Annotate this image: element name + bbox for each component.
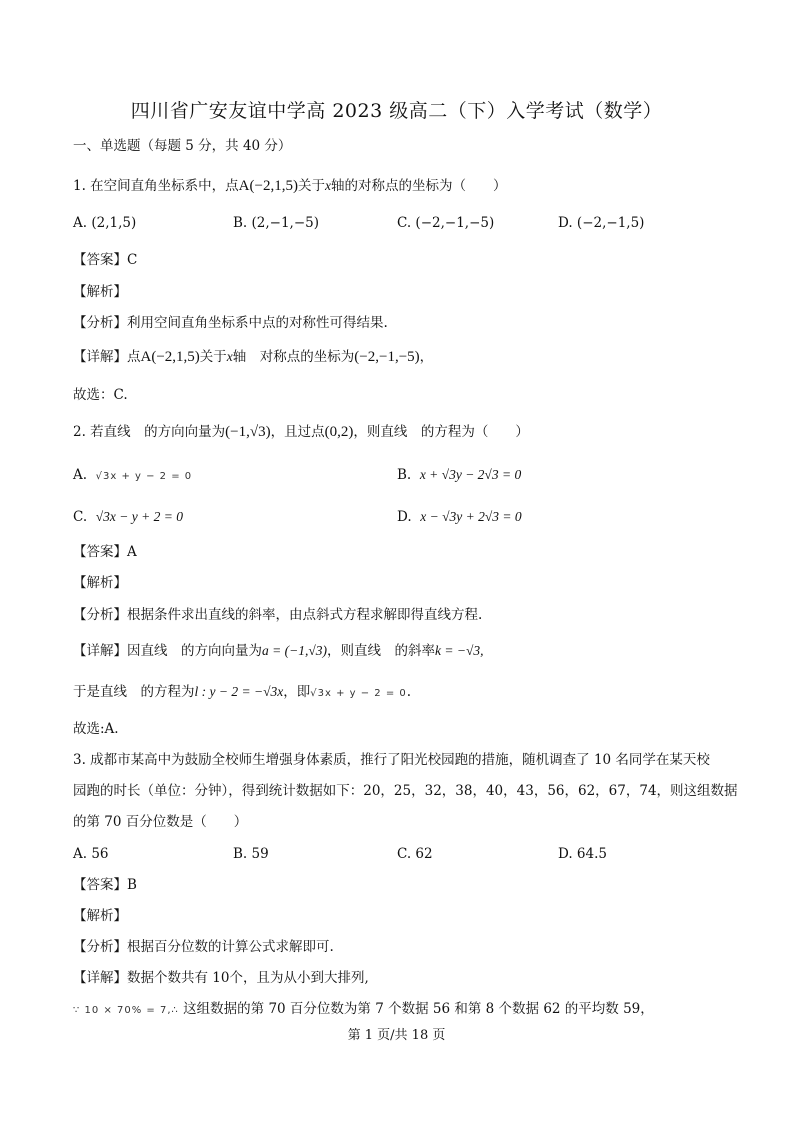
q3-option-d: D. 64.5: [558, 846, 607, 862]
q1-option-d: D. (−2,−1,5): [558, 215, 645, 231]
q3-option-a: A. 56: [73, 846, 109, 862]
q3-answer: 【答案】B: [73, 877, 137, 893]
q2-choice: 故选:A.: [73, 721, 119, 737]
q2-stem: 2. 若直线 的方向向量为(−1,√3)，且过点(0,2)，则直线 的方程为（ ）: [73, 424, 529, 440]
q3-stem-line1: 3. 成都市某高中为鼓励全校师生增强身体素质，推行了阳光校园跑的措施，随机调查了 10 名同学在某天校: [73, 752, 710, 768]
q3-analysis-heading: 【解析】: [73, 908, 127, 924]
q1-option-c: C. (−2,−1,−5): [397, 215, 495, 231]
q3-stem-line2: 园跑的时长（单位：分钟），得到统计数据如下：20，25，32，38，40，43，56，62，67，74，则这组数据: [73, 783, 738, 799]
q2-option-a: A. √3x + y − 2 = 0: [73, 467, 193, 483]
page-footer: 第 1 页/共 18 页: [347, 1028, 446, 1043]
q1-fenxi: 【分析】利用空间直角坐标系中点的对称性可得结果.: [73, 315, 388, 331]
q2-xiangjie: 【详解】因直线 的方向向量为a = (−1,√3)，则直线 的斜率k = −√3,: [73, 643, 484, 659]
q2-answer: 【答案】A: [73, 544, 137, 560]
q3-option-c: C. 62: [397, 846, 433, 862]
q1-option-a: A. (2,1,5): [73, 215, 137, 231]
q1-answer: 【答案】C: [73, 252, 138, 268]
q2-fenxi: 【分析】根据条件求出直线的斜率，由点斜式方程求解即得直线方程.: [73, 607, 483, 623]
q2-line-equation: 于是直线 的方程为l : y − 2 = −√3x，即√3x + y − 2 = 0.: [73, 684, 412, 700]
q2-analysis-heading: 【解析】: [73, 575, 127, 591]
q1-xiangjie: 【详解】点A(−2,1,5)关于x轴 对称点的坐标为(−2,−1,−5)，: [73, 349, 434, 365]
q3-xiangjie: 【详解】数据个数共有 10个，且为从小到大排列,: [73, 970, 369, 986]
q3-calculation: ∵ 10 × 70% = 7,∴ 这组数据的第 70 百分位数为第 7 个数据 56 和第 8 个数据 62 的平均数 59，: [73, 1001, 654, 1017]
q3-fenxi: 【分析】根据百分位数的计算公式求解即可.: [73, 939, 334, 955]
q1-point: A(−2,1,5): [238, 178, 298, 194]
q1-stem: 1. 在空间直角坐标系中，点A(−2,1,5)关于x轴的对称点的坐标为（ ）: [73, 178, 507, 194]
page-title: 四川省广安友谊中学高 2023 级高二（下）入学考试（数学）: [130, 100, 663, 122]
section-heading: 一、单选题（每题 5 分，共 40 分）: [73, 138, 292, 154]
q1-analysis-heading: 【解析】: [73, 284, 127, 300]
q1-option-b: B. (2,−1,−5): [233, 215, 320, 231]
q2-option-c: C. √3x − y + 2 = 0: [73, 509, 183, 525]
q2-option-b: B. x + √3y − 2√3 = 0: [397, 467, 522, 483]
q2-option-d: D. x − √3y + 2√3 = 0: [397, 509, 522, 525]
q1-axis: x: [324, 178, 331, 193]
q3-stem-line3: 的第 70 百分位数是（ ）: [73, 814, 248, 830]
q1-choice: 故选：C.: [73, 387, 128, 403]
q3-option-b: B. 59: [233, 846, 269, 862]
